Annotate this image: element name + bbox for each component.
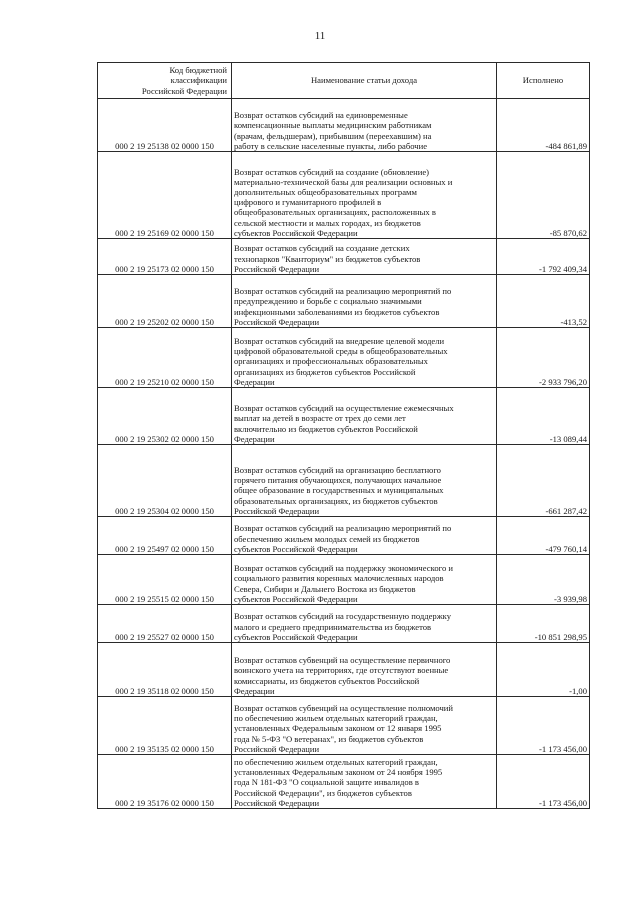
income-item-name-cell bbox=[232, 445, 497, 517]
income-item-name-line: малого и среднего предпринимательства из бюджетов bbox=[234, 621, 432, 632]
income-item-name-cell bbox=[232, 328, 497, 388]
executed-amount-cell: -1 792 409,34 bbox=[497, 239, 590, 275]
budget-table bbox=[97, 62, 590, 809]
income-item-name-line: Возврат остатков субвенций на осуществление первичного bbox=[234, 655, 451, 666]
income-item-name-line: общее образование в государственных и муниципальных bbox=[234, 485, 444, 496]
income-item-name-line: Федерации bbox=[234, 376, 275, 387]
budget-code-cell: 000 2 19 25515 02 0000 150 bbox=[98, 555, 232, 605]
income-item-name-line: цифровой образовательной среды в общеобразовательных bbox=[234, 346, 448, 357]
income-item-name-line: по обеспечению жильем отдельных категорий граждан, bbox=[234, 713, 438, 724]
budget-code-cell: 000 2 19 25210 02 0000 150 bbox=[98, 328, 232, 388]
executed-amount-cell: -413,52 bbox=[497, 275, 590, 328]
executed-amount-cell: -1,00 bbox=[497, 643, 590, 697]
table-row bbox=[98, 697, 590, 755]
income-item-name-line: Возврат остатков субсидий на организацию бесплатного bbox=[234, 464, 441, 475]
income-item-name-line: Российской Федерации bbox=[234, 505, 320, 516]
income-item-name-line: включительно из бюджетов субъектов Российской bbox=[234, 423, 418, 434]
income-item-name-cell bbox=[232, 275, 497, 328]
header-code-line: Российской Федерации bbox=[141, 85, 227, 96]
income-item-name-line: Возврат остатков субвенций на осуществление полномочий bbox=[234, 702, 454, 713]
table-row bbox=[98, 328, 590, 388]
table-row bbox=[98, 152, 590, 239]
income-item-name-line: Возврат остатков субсидий на государственную поддержку bbox=[234, 611, 452, 622]
income-item-name-line: организациях и профессиональных образовательных bbox=[234, 356, 428, 367]
table-row bbox=[98, 605, 590, 643]
income-item-name-line: выплат на детей в возрасте от трех до семи лет bbox=[234, 413, 406, 424]
executed-amount-cell: -13 089,44 bbox=[497, 388, 590, 445]
income-item-name-line: технопарков "Кванториум" из бюджетов субъектов bbox=[234, 253, 421, 264]
income-item-name-line: дополнительных общеобразовательных программ bbox=[234, 186, 417, 197]
income-item-name-line: установленных Федеральным законом от 12 января 1995 bbox=[234, 723, 442, 734]
income-item-name-line: Федерации bbox=[234, 433, 275, 444]
table-row bbox=[98, 755, 590, 809]
income-item-name-line: Российской Федерации bbox=[234, 743, 320, 754]
income-item-name-line: Российской Федерации", из бюджетов субъектов bbox=[234, 787, 412, 798]
income-item-name-line: субъектов Российской Федерации bbox=[234, 631, 358, 642]
income-item-name-cell bbox=[232, 605, 497, 643]
income-item-name-line: Российской Федерации bbox=[234, 797, 320, 808]
income-item-name-line: (врачам, фельдшерам), прибывшим (переехавшим) на bbox=[234, 130, 432, 141]
table-row bbox=[98, 517, 590, 555]
budget-code-cell: 000 2 19 25527 02 0000 150 bbox=[98, 605, 232, 643]
income-item-name-line: работу в сельские населенные пункты, либо рабочие bbox=[234, 140, 428, 151]
income-item-name-line: Возврат остатков субсидий на осуществление ежемесячных bbox=[234, 403, 454, 414]
table-row bbox=[98, 99, 590, 152]
income-item-name-line: организациях из бюджетов субъектов Российской bbox=[234, 366, 416, 377]
income-item-name-line: Возврат остатков субсидий на создание детских bbox=[234, 243, 410, 254]
budget-code-cell: 000 2 19 25497 02 0000 150 bbox=[98, 517, 232, 555]
executed-amount-cell: -85 870,62 bbox=[497, 152, 590, 239]
income-item-name-cell bbox=[232, 643, 497, 697]
income-item-name-cell bbox=[232, 755, 497, 809]
income-item-name-line: субъектов Российской Федерации bbox=[234, 543, 358, 554]
income-item-name-cell bbox=[232, 697, 497, 755]
income-item-name-line: Возврат остатков субсидий на поддержку экономического и bbox=[234, 563, 453, 574]
income-item-name-line: компенсационные выплаты медицинским работникам bbox=[234, 120, 432, 131]
header-code-line: классификации bbox=[170, 75, 227, 86]
income-item-name-line: сельской местности и малых городах, из бюджетов bbox=[234, 217, 421, 228]
header-code bbox=[98, 63, 232, 99]
income-item-name-line: горячего питания обучающихся, получающих начальное bbox=[234, 475, 442, 486]
executed-amount-cell: -3 939,98 bbox=[497, 555, 590, 605]
income-item-name-line: Возврат остатков субсидий на создание (обновление) bbox=[234, 166, 430, 177]
income-item-name-line: материально-технической базы для реализации основных и bbox=[234, 176, 453, 187]
header-code-line: Код бюджетной bbox=[169, 65, 227, 76]
executed-amount-cell: -479 760,14 bbox=[497, 517, 590, 555]
budget-code-cell: 000 2 19 25202 02 0000 150 bbox=[98, 275, 232, 328]
income-item-name-line: обеспечению жильем молодых семей из бюджетов bbox=[234, 533, 420, 544]
income-item-name-line: предупреждению и борьбе с социально значимыми bbox=[234, 296, 422, 307]
income-item-name-cell bbox=[232, 388, 497, 445]
table-row bbox=[98, 275, 590, 328]
page-number: 11 bbox=[314, 30, 326, 42]
table-header-row bbox=[98, 63, 590, 99]
budget-code-cell: 000 2 19 35135 02 0000 150 bbox=[98, 697, 232, 755]
header-sum: Исполнено bbox=[497, 63, 590, 99]
income-item-name-line: Российской Федерации bbox=[234, 316, 320, 327]
budget-code-cell: 000 2 19 35176 02 0000 150 bbox=[98, 755, 232, 809]
income-item-name-cell bbox=[232, 99, 497, 152]
executed-amount-cell: -1 173 456,00 bbox=[497, 755, 590, 809]
income-item-name-line: года N 181-ФЗ "О социальной защите инвалидов в bbox=[234, 777, 419, 788]
budget-code-cell: 000 2 19 25169 02 0000 150 bbox=[98, 152, 232, 239]
income-item-name-line: по обеспечению жильем отдельных категорий граждан, bbox=[234, 756, 438, 767]
table-body bbox=[98, 99, 590, 809]
executed-amount-cell: -1 173 456,00 bbox=[497, 697, 590, 755]
income-item-name-line: Российской Федерации bbox=[234, 263, 320, 274]
income-item-name-line: общеобразовательных организациях, расположенных в bbox=[234, 207, 436, 218]
income-item-name-cell bbox=[232, 152, 497, 239]
budget-code-cell: 000 2 19 25138 02 0000 150 bbox=[98, 99, 232, 152]
income-item-name-cell bbox=[232, 239, 497, 275]
executed-amount-cell: -2 933 796,20 bbox=[497, 328, 590, 388]
income-item-name-line: Возврат остатков субсидий на реализацию мероприятий по bbox=[234, 286, 452, 297]
header-name: Наименование статьи дохода bbox=[232, 63, 497, 99]
income-item-name-line: социального развития коренных малочисленных народов bbox=[234, 573, 444, 584]
executed-amount-cell: -10 851 298,95 bbox=[497, 605, 590, 643]
income-item-name-line: субъектов Российской Федерации bbox=[234, 227, 358, 238]
income-item-name-line: Федерации bbox=[234, 685, 275, 696]
executed-amount-cell: -661 287,42 bbox=[497, 445, 590, 517]
income-item-name-line: воинского учета на территориях, где отсутствуют военные bbox=[234, 665, 449, 676]
income-item-name-line: образовательных организациях, из бюджетов субъектов bbox=[234, 495, 438, 506]
table-row bbox=[98, 445, 590, 517]
executed-amount-cell: -484 861,89 bbox=[497, 99, 590, 152]
income-item-name-line: Возврат остатков субсидий на внедрение целевой модели bbox=[234, 335, 445, 346]
income-item-name-cell bbox=[232, 555, 497, 605]
budget-code-cell: 000 2 19 25304 02 0000 150 bbox=[98, 445, 232, 517]
table-row bbox=[98, 555, 590, 605]
budget-code-cell: 000 2 19 25173 02 0000 150 bbox=[98, 239, 232, 275]
budget-code-cell: 000 2 19 25302 02 0000 150 bbox=[98, 388, 232, 445]
income-item-name-line: Возврат остатков субсидий на реализацию мероприятий по bbox=[234, 523, 452, 534]
income-item-name-line: цифрового и гуманитарного профилей в bbox=[234, 197, 382, 208]
table-row bbox=[98, 239, 590, 275]
income-item-name-line: установленных Федеральным законом от 24 ноября 1995 bbox=[234, 767, 443, 778]
income-item-name-line: инфекционными заболеваниями из бюджетов субъектов bbox=[234, 306, 440, 317]
budget-code-cell: 000 2 19 35118 02 0000 150 bbox=[98, 643, 232, 697]
table-row bbox=[98, 643, 590, 697]
income-item-name-line: года № 5-ФЗ "О ветеранах", из бюджетов субъектов bbox=[234, 733, 424, 744]
income-item-name-cell bbox=[232, 517, 497, 555]
income-item-name-line: субъектов Российской Федерации bbox=[234, 593, 358, 604]
income-item-name-line: Севера, Сибири и Дальнего Востока из бюджетов bbox=[234, 583, 416, 594]
income-item-name-line: Возврат остатков субсидий на единовременные bbox=[234, 110, 408, 121]
income-item-name-line: комиссариаты, из бюджетов субъектов Российской bbox=[234, 675, 420, 686]
table-row bbox=[98, 388, 590, 445]
